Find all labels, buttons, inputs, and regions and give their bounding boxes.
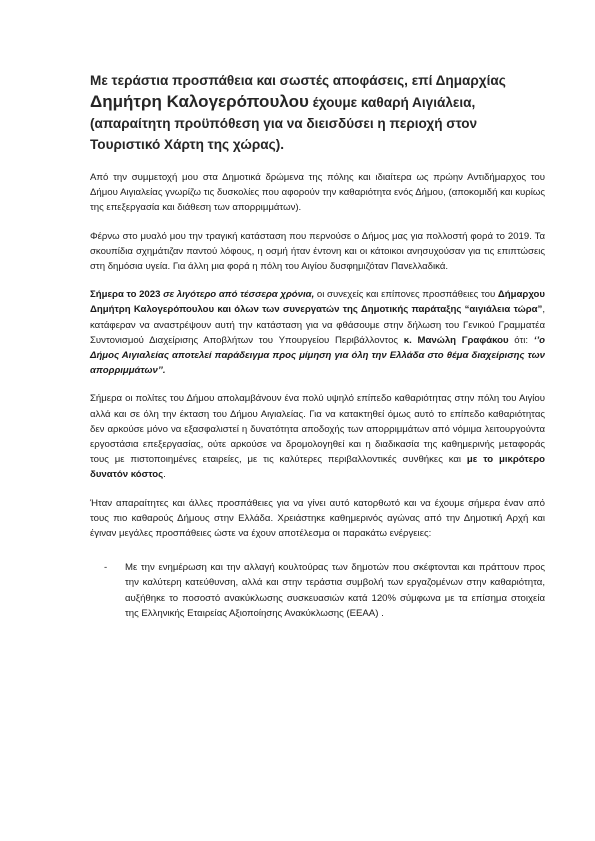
paragraph-2023-lead-bold: Σήμερα το 2023 [90,289,161,301]
paragraph-2023-lead-bolditalic: σε λιγότερο από τέσσερα χρόνια, [160,289,315,301]
list-item [90,560,545,621]
paragraph-participation [90,170,545,216]
paragraph-cleanliness-text-2: . [163,469,166,481]
paragraph-2023-text-1: οι συνεχείς και επίπονες προσπάθειες του [314,289,498,301]
headline-part2: έχουμε καθαρή Αιγιάλεια, [312,95,476,110]
paragraph-2023-secretary-name: κ. Μανώλη Γραφάκου [403,334,509,346]
headline-part3: (απαραίτητη προϋπόθεση για να διεισδύσει η περιοχή στον Τουριστικό Χάρτη της χώρας). [90,116,478,152]
paragraph-2019-text: Φέρνω στο μυαλό μου την τραγική κατάσταση που περνούσε ο Δήμος μας για πολλοστή φορά το 2019. Τα σκουπίδια σχημάτιζαν παντού λόφους, η οσμή ήταν έντονη και οι κάτοικοι ανησυχούσαν για τις επιπτώσεις στη δημόσια υγεία. Για άλλη μια φορά η πόλη του Αιγίου δυσφημιζόταν Πανελλαδικά. [90,230,545,273]
paragraph-cleanliness-level [90,391,545,482]
headline [90,70,545,155]
paragraph-efforts-needed [90,496,545,542]
paragraph-participation-text: Από την συμμετοχή μου στα Δημοτικά δρώμενα της πόλης και ιδιαίτερα ως πρώην Αντιδήμαρχος του Δήμου Αιγιαλείας γνωρίζω τις δυσκολίες που αφορούν την καθαριότητα ενός Δήμου, (αποκομιδή και κυρίως της επεξεργασία και διάθεση των απορριμμάτων). [90,172,545,214]
paragraph-2023-quote: ‘’ο Δήμος Αιγιαλείας αποτελεί παράδειγμα προς μίμηση για όλη την Ελλάδα στο θέμα διαχείρισης των απορριμμάτων’’. [90,334,545,377]
paragraph-2023-text-2: , κατάφεραν να αναστρέψουν αυτή την κατάσταση για να φθάσουμε στην δήλωση του Γενικού Γραμματέα Συντονισμού Διαχείρισης Αποβλήτων του Υπουργείου Περιβάλλοντος [90,304,545,346]
paragraph-2023-mayor-team: Δήμαρχου Δημήτρη Καλογερόπουλου και όλων των συνεργατών της Δημοτικής παράταξης “αιγιάλεια τώρα” [90,289,545,316]
paragraph-cleanliness-lowest-cost: με το μικρότερο δυνατόν κόστος [90,454,545,481]
paragraph-efforts-text: Ήταν απαραίτητες και άλλες προσπάθειες για να γίνει αυτό κατορθωτό και να έχουμε σήμερα έναν από τους πιο καθαρούς Δήμους στην Ελλάδα. Χρειάστηκε καθημερινός αγώνας από την Δημοτική Αρχή και έγιναν μεγάλες προσπάθειες ώστε να έχουν αποτέλεσμα οι παρακάτω ενέργειες: [90,497,545,540]
actions-list [90,560,545,621]
paragraph-2019-situation [90,229,545,275]
list-item-text: Με την ενημέρωση και την αλλαγή κουλτούρας των δημοτών που σκέφτονται και πράττουν προς την καλύτερη κατεύθυνση, αλλά και στην τεράστια συμβολή των εργαζομένων στην καθαριότητα, αυξήθηκε το ποσοστό ανακύκλωσης συσκευασιών κατά 120% σύμφωνα με τα επίσημα στοιχεία της Ελληνικής Εταιρείας Αξιοποίησης Ανακύκλωσης (ΕΕΑΑ) . [125,562,545,619]
document-page [90,70,545,621]
paragraph-cleanliness-text-1: Σήμερα οι πολίτες του Δήμου απολαμβάνουν ένα πολύ υψηλό επίπεδο καθαριότητας στην πόλη του Αιγίου αλλά και σε όλη την έκταση του Δήμου Αιγιαλείας. Για να κατακτηθεί όμως αυτό το επίπεδο καθαριότητας δεν αρκούσε μόνο να εξασφαλιστεί η δυνατότητα αποδοχής των απορριμμάτων από νόμιμα λειτουργούντα εργοστάσια επεξεργασίας, ούτε αρκούσε να δρομολογηθεί και η διαδικασία της καθημερινής μεταφοράς τους με πιστοποιημένες εταιρείες, με τις καλύτερες περιβαλλοντικές συνθήκες και [90,393,545,466]
paragraph-2023-text-3: ότι: [508,334,534,346]
list-bullet: - [104,562,108,574]
headline-part1: Με τεράστια προσπάθεια και σωστές αποφάσεις, επί Δημαρχίας [90,73,506,88]
paragraph-2023-achievement [90,287,545,378]
headline-mayor-name: Δημήτρη Καλογερόπουλου [90,92,309,111]
